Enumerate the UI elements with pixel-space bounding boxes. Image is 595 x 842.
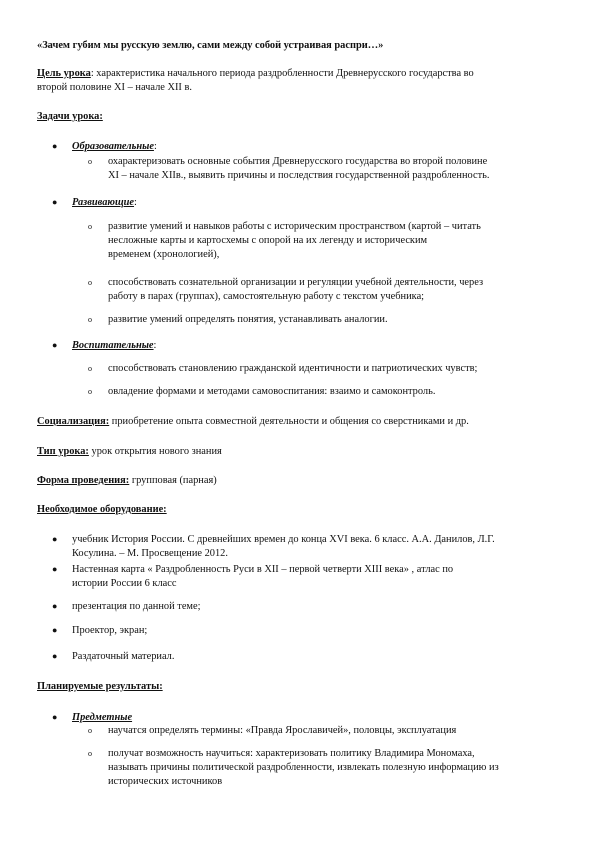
lesson-title: «Зачем губим мы русскую землю, сами между собой устраивая распри…» bbox=[37, 40, 384, 51]
results-heading: Планируемые результаты: bbox=[37, 681, 163, 692]
subject-item-1: научатся определять термины: «Правда Ярославичей», половцы, эксплуатация bbox=[108, 725, 457, 736]
subject-item-2-cont2: исторических источников bbox=[108, 776, 223, 787]
dev-label: Развивающие bbox=[72, 197, 135, 208]
soc-text: приобретение опыта совместной деятельности и общения со сверстниками и др. bbox=[109, 416, 469, 427]
type-text: урок открытия нового знания bbox=[88, 446, 222, 457]
vos-label: Воспитательные bbox=[72, 340, 154, 351]
equipment-item-1: учебник История России. С древнейших времен до конца XVI века. 6 класс. А.А. Данилов, Л.Г. bbox=[72, 534, 495, 545]
bullet-marker: ● bbox=[52, 625, 58, 635]
bullet-marker: ● bbox=[52, 197, 58, 207]
socialization-line bbox=[37, 415, 469, 428]
circle-marker: o bbox=[88, 726, 92, 735]
equipment-item-1-cont: Косулина. – М. Просвещение 2012. bbox=[72, 548, 228, 559]
bullet-marker: ● bbox=[52, 141, 58, 151]
lesson-type-line bbox=[37, 445, 222, 458]
dev-item-3: развитие умений определять понятия, устанавливать аналогии. bbox=[108, 314, 388, 325]
vos-heading: Воспитательные: bbox=[72, 340, 157, 351]
goal-label: Цель урока bbox=[37, 68, 91, 79]
subject-heading: Предметные bbox=[72, 712, 133, 723]
soc-label: Социализация: bbox=[37, 416, 110, 427]
circle-marker: o bbox=[88, 387, 92, 396]
edu-item-1-cont: XI – начале XIIв., выявить причины и последствия государственной раздробленность. bbox=[108, 170, 490, 181]
bullet-marker: ● bbox=[52, 601, 58, 611]
equipment-item-4: Проектор, экран; bbox=[72, 625, 148, 636]
tasks-heading: Задачи урока: bbox=[37, 111, 103, 122]
goal-line bbox=[37, 67, 474, 80]
bullet-marker: ● bbox=[52, 712, 58, 722]
vos-item-2: овладение формами и методами самовоспитания: взаимо и самоконтроль. bbox=[108, 386, 436, 397]
circle-marker: o bbox=[88, 315, 92, 324]
type-label: Тип урока: bbox=[37, 446, 89, 457]
edu-heading: Образовательные: bbox=[72, 141, 157, 152]
equipment-item-2: Настенная карта « Раздробленность Руси в XII – первой четверти XIII века» , атлас по bbox=[72, 564, 454, 575]
circle-marker: o bbox=[88, 157, 92, 166]
subject-item-2-cont: называть причины политической раздробленности, извлекать полезную информацию из bbox=[108, 762, 499, 773]
dev-item-1: развитие умений и навыков работы с историческим пространством (картой – читать bbox=[108, 221, 481, 232]
dev-item-2: способствовать сознательной организации и регуляции учебной деятельности, через bbox=[108, 277, 484, 288]
edu-item-1: охарактеризовать основные события Древнерусского государства во второй половине bbox=[108, 156, 488, 167]
bullet-marker: ● bbox=[52, 651, 58, 661]
dev-heading: Развивающие: bbox=[72, 197, 137, 208]
circle-marker: o bbox=[88, 364, 92, 373]
subject-item-2: получат возможность научиться: характеризовать политику Владимира Мономаха, bbox=[108, 748, 475, 759]
lesson-form-line bbox=[37, 474, 217, 487]
dev-item-1-cont2: временем (хронологией), bbox=[108, 249, 220, 260]
bullet-marker: ● bbox=[52, 534, 58, 544]
vos-item-1: способствовать становлению гражданской идентичности и патриотических чувств; bbox=[108, 363, 478, 374]
goal-text: : характеристика начального периода раздробленности Древнерусского государства во bbox=[90, 68, 474, 79]
equipment-item-2-cont: истории России 6 класс bbox=[72, 578, 177, 589]
goal-text-cont: второй половине XI – начале XII в. bbox=[37, 82, 192, 93]
form-label: Форма проведения: bbox=[37, 475, 130, 486]
bullet-marker: ● bbox=[52, 340, 58, 350]
dev-item-1-cont: несложные карты и картосхемы с опорой на их легенду и историческим bbox=[108, 235, 428, 246]
dev-item-2-cont: работу в парах (группах), самостоятельную работу с текстом учебника; bbox=[108, 291, 425, 302]
edu-label: Образовательные bbox=[72, 141, 154, 152]
form-text: групповая (парная) bbox=[129, 475, 217, 486]
circle-marker: o bbox=[88, 222, 92, 231]
circle-marker: o bbox=[88, 278, 92, 287]
equipment-heading: Необходимое оборудование: bbox=[37, 504, 167, 515]
bullet-marker: ● bbox=[52, 564, 58, 574]
circle-marker: o bbox=[88, 749, 92, 758]
equipment-item-3: презентация по данной теме; bbox=[72, 601, 201, 612]
equipment-item-5: Раздаточный материал. bbox=[72, 651, 175, 662]
